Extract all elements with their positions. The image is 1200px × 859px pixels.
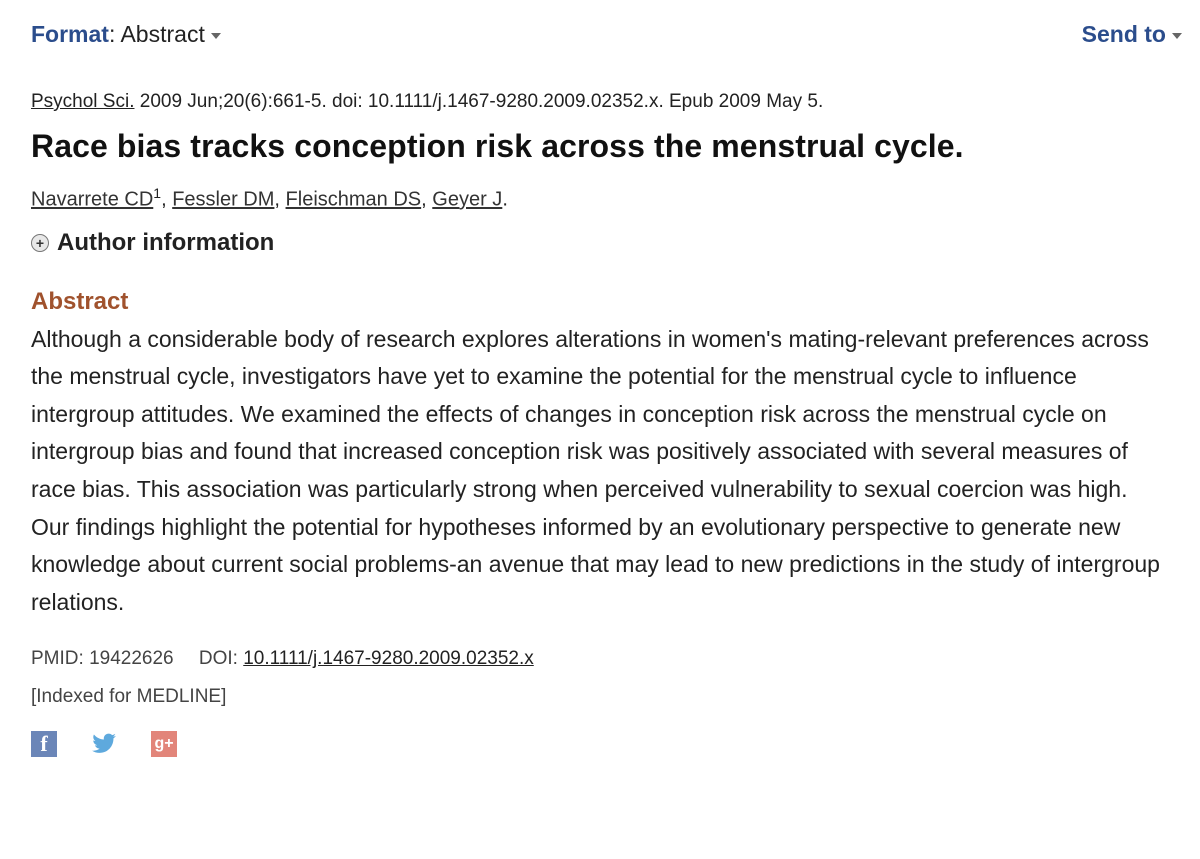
pmid-value: 19422626 <box>89 648 174 670</box>
author-link[interactable]: Geyer J <box>432 188 503 211</box>
format-selector[interactable]: Format: Abstract <box>31 18 221 50</box>
author-list: Navarrete $CD^1$, Fessler DM, Fleischman DS, Geyer J. <box>31 185 508 211</box>
facebook-icon[interactable]: f <box>31 731 57 757</box>
journal-link[interactable]: Psychol Sci. <box>31 91 135 112</box>
author-link[interactable]: Fessler DM <box>172 188 275 211</box>
format-value: Abstract <box>120 21 205 47</box>
author-affiliation-sup[interactable]: 1 <box>153 185 162 201</box>
indexed-note: [Indexed for MEDLINE] <box>31 686 227 708</box>
top-bar <box>31 18 1182 52</box>
author-information-toggle[interactable] <box>31 227 1181 259</box>
google-plus-icon[interactable]: g+ <box>151 731 177 757</box>
caret-down-icon <box>1172 33 1182 39</box>
citation <box>31 88 1181 116</box>
citation-details: 2009 Jun;20(6):661-5. doi: 10.1111/j.1467-9280.2009.02352.x. Epub 2009 May 5. <box>139 91 824 112</box>
article-title: Race bias tracks conception risk across the menstrual cycle. <box>31 128 964 164</box>
article-identifiers <box>31 645 1181 673</box>
caret-down-icon <box>211 33 221 39</box>
social-share-bar <box>31 731 1181 757</box>
author-information-label: Author information <box>57 228 275 256</box>
author-link[interactable]: Fleischman DS <box>285 188 422 211</box>
doi-label: DOI: <box>198 648 238 670</box>
send-to-button[interactable] <box>1082 18 1182 50</box>
twitter-icon[interactable] <box>91 731 117 757</box>
pmid-label: PMID: <box>31 648 84 670</box>
article-content <box>31 88 1181 757</box>
format-label: Format <box>31 21 109 47</box>
author-link[interactable]: Navarrete CD <box>31 188 154 211</box>
send-to-label: Send to <box>1081 21 1166 47</box>
doi-link[interactable]: 10.1111/j.1467-9280.2009.02352.x <box>243 648 534 670</box>
abstract-text: Although a considerable body of research explores alterations in women's mating-relevant preferences across the menstrual cycle, investigators have yet to examine the potential for the menstrual cycle to influence intergroup attitudes. We examined the effects of changes in conception risk across the menstrual cycle on intergroup bias and found that increased conception risk was positively associated with several measures of race bias. This association was particularly strong when perceived vulnerability to sexual coercion was high. Our findings highlight the potential for hypotheses informed by an evolutionary perspective to generate new knowledge about current social problems-an avenue that may lead to new predictions in the study of intergroup relations. <box>31 325 1160 615</box>
abstract-heading: Abstract <box>31 287 129 315</box>
expand-plus-icon: + <box>31 234 49 252</box>
